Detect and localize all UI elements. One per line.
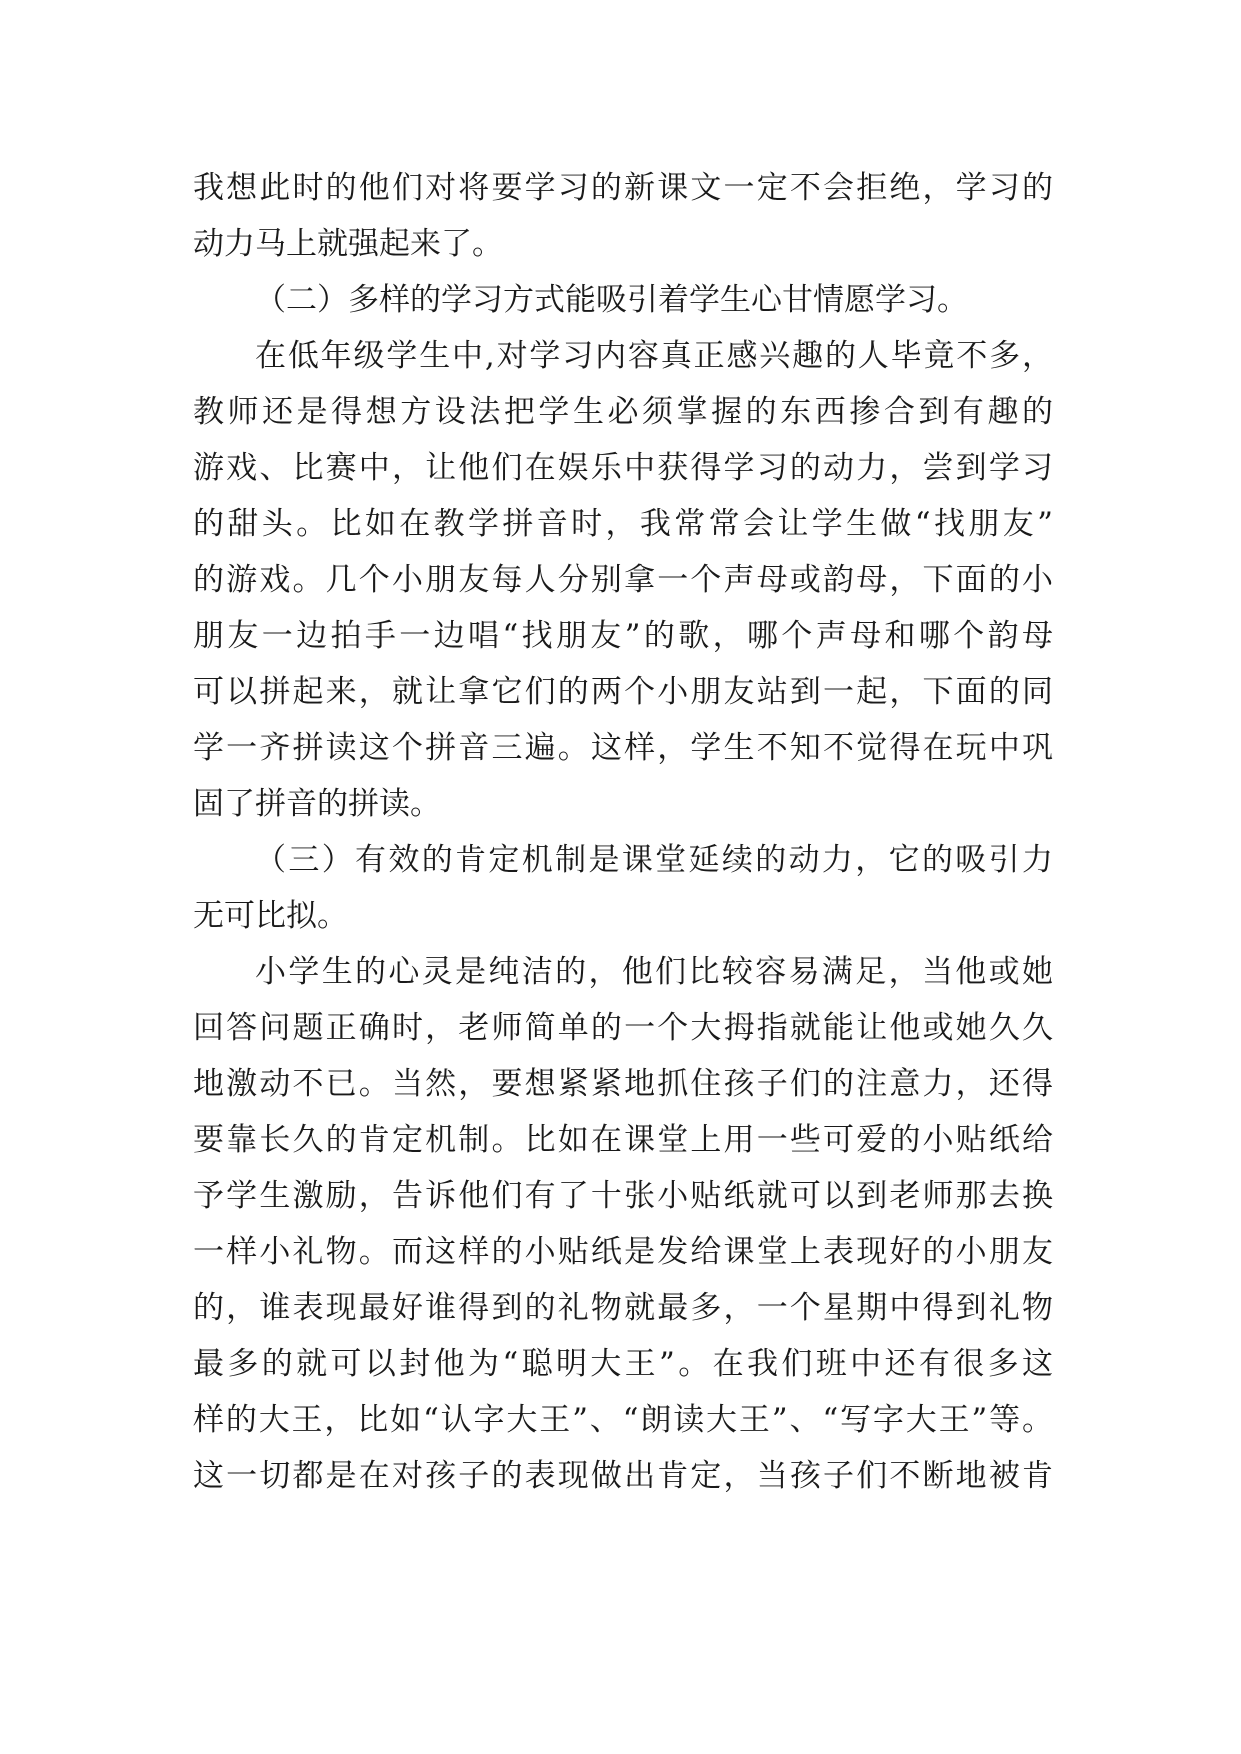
section-heading: 无可比拟。 (193, 898, 348, 934)
text-line: 样的大王，比如“认字大王”、“朗读大王”、“写字大王”等。 (193, 1402, 1053, 1438)
text-line: 在低年级学生中,对学习内容真正感兴趣的人毕竟不多， (255, 338, 1053, 374)
text-line: 动力马上就强起来了。 (193, 226, 503, 262)
text-line: 小学生的心灵是纯洁的，他们比较容易满足，当他或她 (255, 954, 1053, 990)
text-line: 要靠长久的肯定机制。比如在课堂上用一些可爱的小贴纸给 (193, 1122, 1053, 1158)
text-line: 回答问题正确时，老师简单的一个大拇指就能让他或她久久 (193, 1010, 1053, 1046)
text-line: 这一切都是在对孩子的表现做出肯定，当孩子们不断地被肯 (193, 1458, 1053, 1494)
text-line: 一样小礼物。而这样的小贴纸是发给课堂上表现好的小朋友 (193, 1234, 1053, 1270)
text-line: 的甜头。比如在教学拼音时，我常常会让学生做“找朋友” (193, 506, 1053, 542)
text-line: 地激动不已。当然，要想紧紧地抓住孩子们的注意力，还得 (193, 1066, 1053, 1102)
section-heading: （二）多样的学习方式能吸引着学生心甘情愿学习。 (255, 282, 968, 318)
text-line: 的，谁表现最好谁得到的礼物就最多，一个星期中得到礼物 (193, 1290, 1053, 1326)
text-line: 教师还是得想方设法把学生必须掌握的东西掺合到有趣的 (193, 394, 1053, 430)
text-line: 的游戏。几个小朋友每人分别拿一个声母或韵母，下面的小 (193, 562, 1053, 598)
text-line: 可以拼起来，就让拿它们的两个小朋友站到一起，下面的同 (193, 674, 1053, 710)
text-line: 朋友一边拍手一边唱“找朋友”的歌，哪个声母和哪个韵母 (193, 618, 1053, 654)
text-line: 学一齐拼读这个拼音三遍。这样，学生不知不觉得在玩中巩 (193, 730, 1053, 766)
document-body (193, 160, 1053, 1504)
text-line: 固了拼音的拼读。 (193, 786, 441, 822)
section-heading: （三）有效的肯定机制是课堂延续的动力，它的吸引力 (255, 842, 1053, 878)
text-line: 我想此时的他们对将要学习的新课文一定不会拒绝，学习的 (193, 170, 1053, 206)
text-line: 游戏、比赛中，让他们在娱乐中获得学习的动力，尝到学习 (193, 450, 1053, 486)
text-line: 予学生激励，告诉他们有了十张小贴纸就可以到老师那去换 (193, 1178, 1053, 1214)
text-line: 最多的就可以封他为“聪明大王”。在我们班中还有很多这 (193, 1346, 1053, 1382)
